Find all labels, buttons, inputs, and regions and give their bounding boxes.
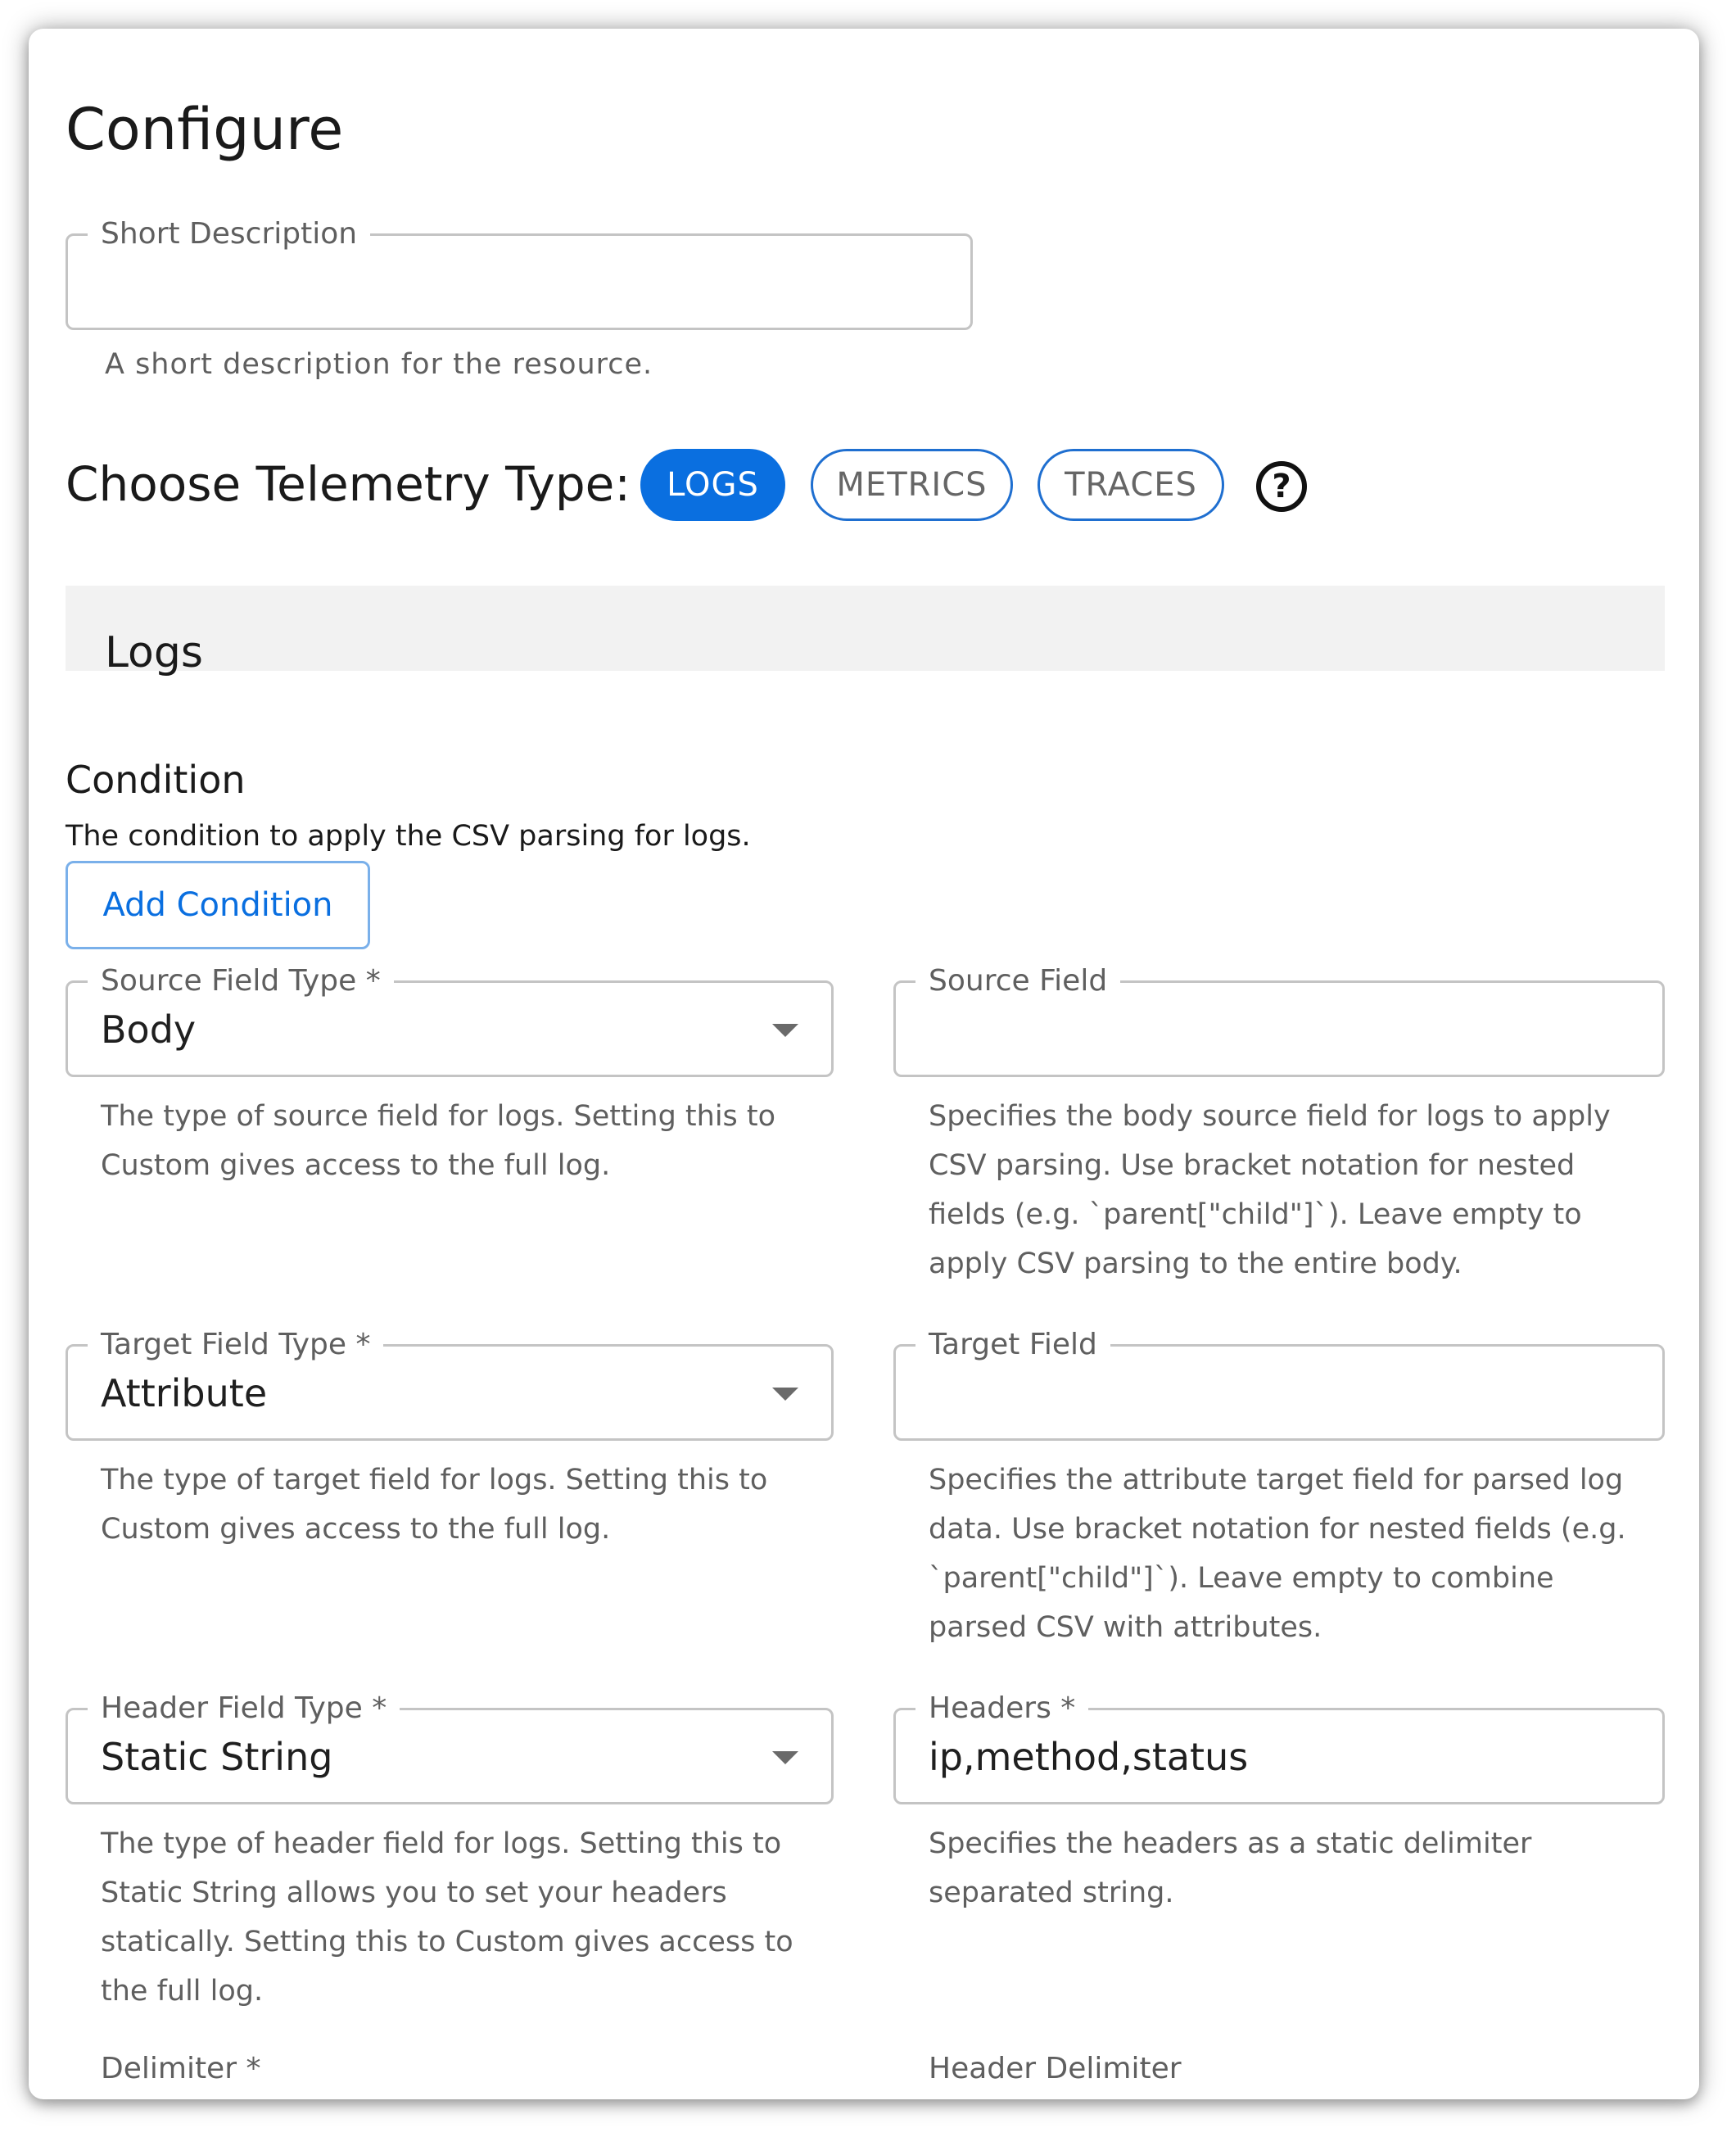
header-field-type-helper: The type of header field for logs. Setting this to Static String allows you to set your headers statically. Setting this to Custom gives access to the full log. — [101, 1827, 793, 2008]
condition-title: Condition — [66, 758, 246, 802]
headers-helper: Specifies the headers as a static delimiter separated string. — [929, 1827, 1532, 1909]
card-content — [29, 29, 1699, 2085]
short-description-helper: A short description for the resource. — [105, 348, 653, 381]
question-circle-icon[interactable]: ? — [1256, 461, 1307, 512]
chevron-down-icon — [772, 1024, 798, 1037]
source-field-label: Source Field — [915, 964, 1120, 998]
target-field-helper: Specifies the attribute target field for parsed log data. Use bracket notation for nested fields (e.g. `parent["child"]`). Leave empty to combine parsed CSV with attributes. — [929, 1464, 1626, 1644]
header-field-type-label: Header Field Type * — [88, 1691, 400, 1725]
headers-value: ip,method,status — [929, 1735, 1249, 1779]
delimiter-label: Delimiter * — [88, 2052, 274, 2085]
header-field-type-value: Static String — [101, 1735, 333, 1779]
telemetry-label: Choose Telemetry Type: — [66, 456, 631, 512]
telemetry-chip-logs[interactable]: LOGS — [640, 449, 785, 521]
target-field-type-helper: The type of target field for logs. Setting this to Custom gives access to the full log. — [101, 1464, 768, 1546]
add-condition-button[interactable]: Add Condition — [66, 861, 370, 949]
source-field-type-helper: The type of source field for logs. Setting this to Custom gives access to the full log. — [101, 1100, 776, 1182]
short-description-label: Short Description — [88, 217, 370, 251]
chevron-down-icon — [772, 1751, 798, 1764]
configure-card — [29, 29, 1699, 2099]
page-title: Configure — [66, 96, 344, 163]
condition-description: The condition to apply the CSV parsing for logs. — [66, 820, 751, 853]
telemetry-chip-traces[interactable]: TRACES — [1038, 449, 1224, 521]
target-field-label: Target Field — [915, 1328, 1110, 1361]
headers-label: Headers * — [915, 1691, 1088, 1725]
header-delimiter-label: Header Delimiter — [915, 2052, 1195, 2085]
target-field-type-label: Target Field Type * — [88, 1328, 383, 1361]
source-field-type-label: Source Field Type * — [88, 964, 394, 998]
target-field-type-value: Attribute — [101, 1371, 268, 1415]
chevron-down-icon — [772, 1388, 798, 1401]
logs-section-header — [66, 586, 1665, 671]
source-field-type-value: Body — [101, 1007, 197, 1052]
source-field-helper: Specifies the body source field for logs to apply CSV parsing. Use bracket notation for nested fields (e.g. `parent["child"]`). Leave empty to apply CSV parsing to the entire body. — [929, 1100, 1611, 1280]
logs-section-title: Logs — [105, 628, 203, 677]
telemetry-chip-metrics[interactable]: METRICS — [811, 449, 1013, 521]
